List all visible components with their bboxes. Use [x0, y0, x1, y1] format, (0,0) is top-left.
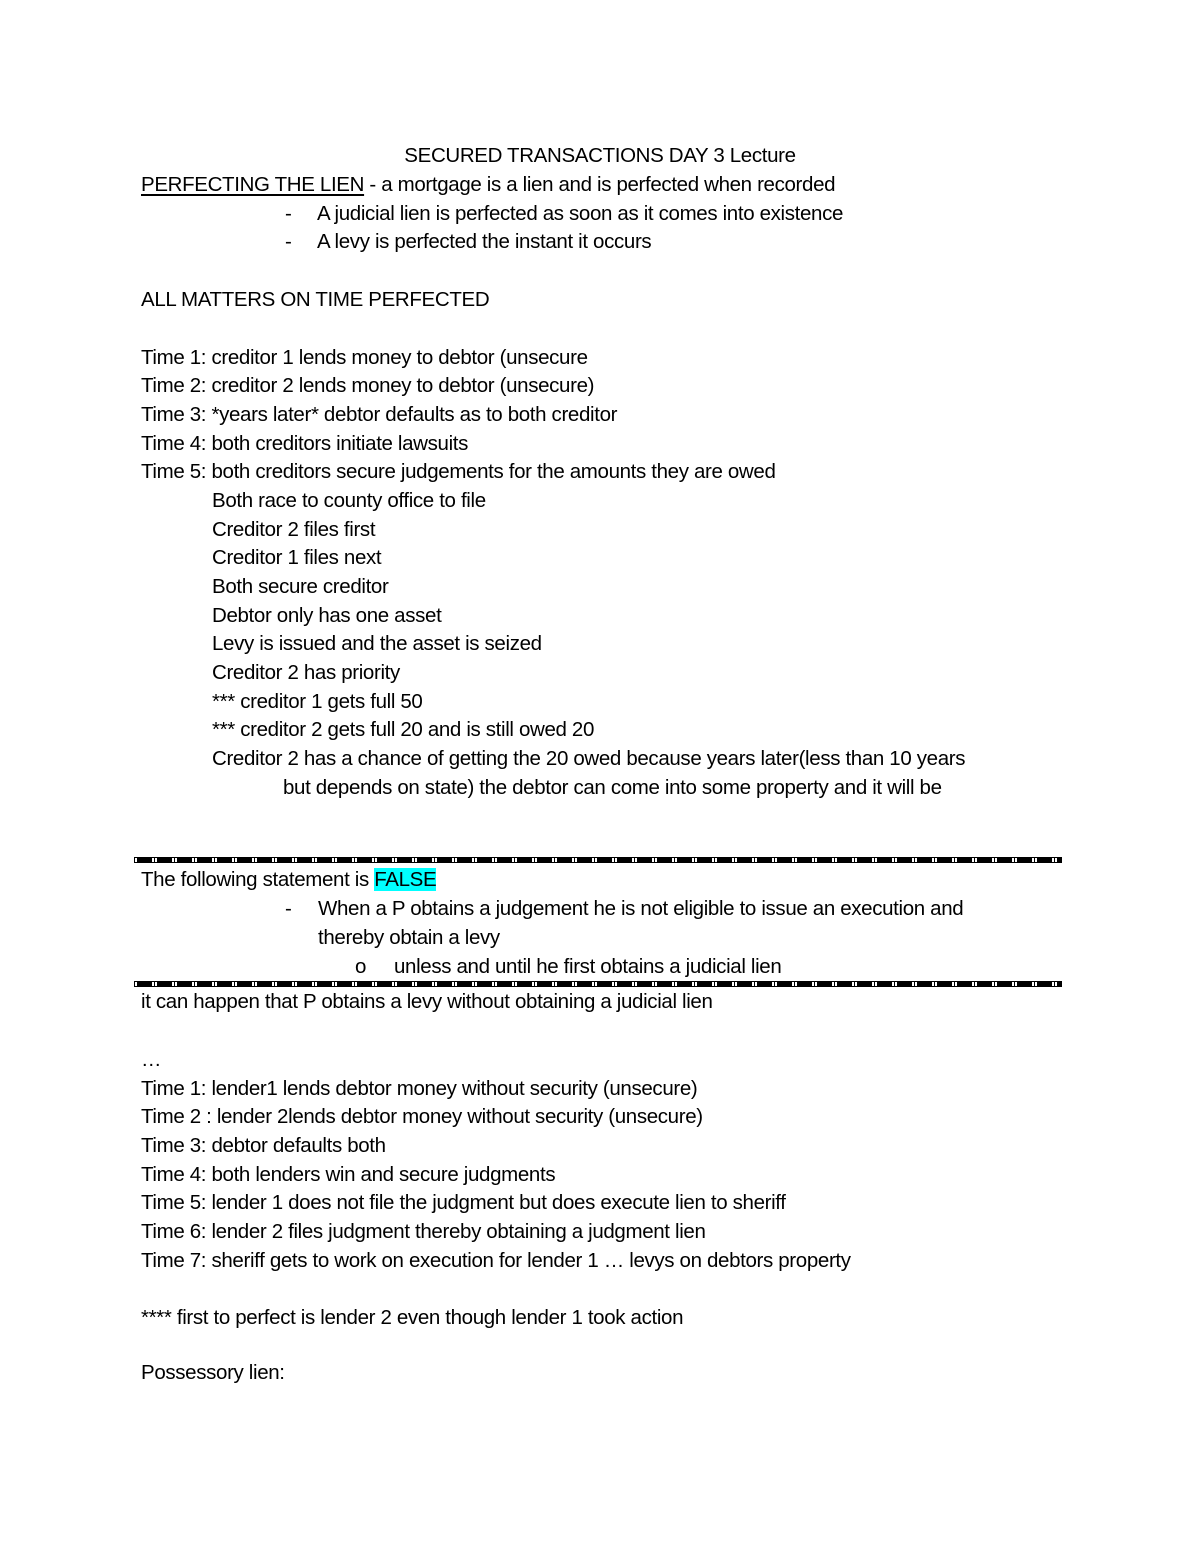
perfecting-line [141, 172, 835, 198]
false-statement-line [141, 867, 436, 893]
note-text: **** first to perfect is lender 2 even though lender 1 took action [141, 1306, 684, 1329]
timeline1-sub-item: Creditor 1 files next [212, 546, 382, 569]
timeline1-sub-item: Creditor 2 files first [212, 518, 376, 541]
timeline2-item: Time 2 : lender 2lends debtor money without security (unsecure) [141, 1105, 703, 1128]
perfecting-rest: - a mortgage is a lien and is perfected when recorded [364, 173, 836, 196]
timeline1-item: Time 3: *years later* debtor defaults as to both creditor [141, 403, 618, 426]
timeline1-item: Time 4: both creditors initiate lawsuits [141, 432, 469, 455]
false-bullet-line1: When a P obtains a judgement he is not eligible to issue an execution and [318, 897, 964, 920]
false-sub-bullet: unless and until he first obtains a judicial lien [394, 955, 782, 978]
timeline1-sub-item: Levy is issued and the asset is seized [212, 632, 542, 655]
timeline1-sub-item: *** creditor 1 gets full 50 [212, 690, 423, 713]
timeline2-item: Time 7: sheriff gets to work on execution for lender 1 … levys on debtors property [141, 1249, 851, 1272]
timeline1-item: Time 2: creditor 2 lends money to debtor (unsecure) [141, 374, 595, 397]
timeline1-sub-item: Creditor 2 has priority [212, 661, 400, 684]
timeline1-continuation: but depends on state) the debtor can come into some property and it will be [283, 776, 942, 799]
timeline1-item: Time 5: both creditors secure judgements for the amounts they are owed [141, 460, 776, 483]
timeline2-item: Time 1: lender1 lends debtor money without security (unsecure) [141, 1077, 698, 1100]
timeline1-sub-item: Creditor 2 has a chance of getting the 20 owed because years later(less than 10 years [212, 747, 966, 770]
page-title: SECURED TRANSACTIONS DAY 3 Lecture [404, 144, 796, 167]
timeline1-item: Time 1: creditor 1 lends money to debtor (unsecure [141, 346, 588, 369]
dash-bullet-icon: - [285, 202, 292, 225]
dash-bullet-icon: - [285, 230, 292, 253]
possessory-heading: Possessory lien: [141, 1361, 285, 1384]
timeline2-item: Time 5: lender 1 does not file the judgment but does execute lien to sheriff [141, 1191, 786, 1214]
ellipsis-text: … [141, 1048, 162, 1071]
dashed-separator [134, 857, 1062, 863]
timeline2-item: Time 4: both lenders win and secure judgments [141, 1163, 556, 1186]
false-highlight: FALSE [374, 868, 437, 891]
timeline2-item: Time 6: lender 2 files judgment thereby obtaining a judgment lien [141, 1220, 706, 1243]
dash-bullet-icon: - [285, 897, 292, 920]
list-item: A levy is perfected the instant it occurs [317, 230, 652, 253]
perfecting-heading: PERFECTING THE LIEN [141, 173, 365, 196]
conclusion-text: it can happen that P obtains a levy without obtaining a judicial lien [141, 990, 713, 1013]
timeline1-sub-item: Debtor only has one asset [212, 604, 442, 627]
false-lead: The following statement is [141, 868, 375, 891]
false-bullet-line2: thereby obtain a levy [318, 926, 500, 949]
timeline2-item: Time 3: debtor defaults both [141, 1134, 386, 1157]
all-matters-heading: ALL MATTERS ON TIME PERFECTED [141, 288, 490, 311]
timeline1-sub-item: Both secure creditor [212, 575, 389, 598]
timeline1-sub-item: Both race to county office to file [212, 489, 486, 512]
list-item: A judicial lien is perfected as soon as it comes into existence [317, 202, 844, 225]
dashed-separator [134, 981, 1062, 987]
timeline1-sub-item: *** creditor 2 gets full 20 and is still owed 20 [212, 718, 595, 741]
circle-bullet-icon: o [355, 955, 367, 978]
